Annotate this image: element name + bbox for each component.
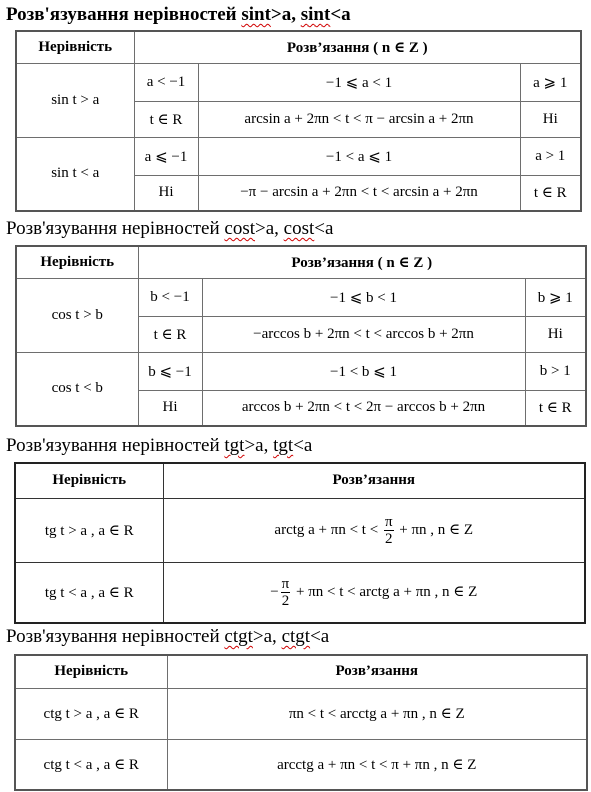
cond-cell: −1 < b ⩽ 1 xyxy=(202,352,525,390)
solution-cell: −arccos b + 2πn < t < arccos b + 2πn xyxy=(202,316,525,352)
heading-fn: sint xyxy=(300,4,331,25)
heading-tg xyxy=(6,435,312,457)
fraction-denominator: 2 xyxy=(281,592,290,609)
heading-ctg xyxy=(6,626,329,648)
cond-cell: b ⩾ 1 xyxy=(525,278,586,316)
solution-cell: arcsin a + 2πn < t < π − arcsin a + 2πn xyxy=(198,101,520,137)
cond-cell: a ⩾ 1 xyxy=(520,63,581,101)
heading-fn: tgt xyxy=(224,435,245,456)
ineq-cos-lt: cos t < b xyxy=(16,352,138,426)
solution-cell xyxy=(163,498,585,562)
solution-cell xyxy=(163,562,585,623)
heading-text: <a xyxy=(330,4,351,25)
formula-part: − xyxy=(270,583,279,600)
solution-cell: arcctg a + πn < t < π + πn , n ∈ Z xyxy=(167,739,587,790)
heading-sin xyxy=(6,4,351,26)
cond-cell: −1 ⩽ b < 1 xyxy=(202,278,525,316)
heading-text: Розв'язування нерівностей xyxy=(6,626,225,647)
heading-text: >a, xyxy=(244,435,274,456)
tg-table xyxy=(14,462,586,624)
cond-cell: a ⩽ −1 xyxy=(134,137,198,175)
fraction xyxy=(281,576,291,609)
header-inequality: Нерівність xyxy=(16,246,138,278)
solution-cell: Ні xyxy=(138,390,202,426)
cos-table xyxy=(15,245,587,427)
ineq-tg-lt: tg t < a , a ∈ R xyxy=(15,562,163,623)
solution-cell: t ∈ R xyxy=(520,175,581,211)
solution-cell: Ні xyxy=(134,175,198,211)
solution-cell: Ні xyxy=(525,316,586,352)
header-inequality: Нерівність xyxy=(15,655,167,688)
heading-fn: ctgt xyxy=(224,626,253,647)
header-inequality: Нерівність xyxy=(16,31,134,63)
ineq-sin-lt: sin t < a xyxy=(16,137,134,211)
heading-fn: cost xyxy=(224,218,256,239)
formula-part: + πn , n ∈ Z xyxy=(399,521,474,538)
heading-text: Розв'язування нерівностей xyxy=(6,4,242,25)
cond-cell: a < −1 xyxy=(134,63,198,101)
formula-part: arctg a + πn < t < xyxy=(274,521,379,538)
cond-cell: b < −1 xyxy=(138,278,202,316)
heading-cos xyxy=(6,218,333,240)
solution-cell: t ∈ R xyxy=(134,101,198,137)
solution-cell: πn < t < arcctg a + πn , n ∈ Z xyxy=(167,688,587,739)
solution-cell: t ∈ R xyxy=(525,390,586,426)
ineq-tg-gt: tg t > a , a ∈ R xyxy=(15,498,163,562)
heading-text: >a, xyxy=(255,218,284,239)
ineq-cos-gt: cos t > b xyxy=(16,278,138,352)
ctg-table xyxy=(14,654,588,791)
fraction-numerator: π xyxy=(281,575,290,592)
cond-cell: a > 1 xyxy=(520,137,581,175)
header-solution: Розв’язання ( n ∈ Z ) xyxy=(134,31,581,63)
solution-cell: Ні xyxy=(520,101,581,137)
heading-text: <a xyxy=(310,626,330,647)
header-inequality: Нерівність xyxy=(15,463,163,498)
header-solution: Розв’язання xyxy=(167,655,587,688)
ineq-ctg-lt: ctg t < a , a ∈ R xyxy=(15,739,167,790)
cond-cell: −1 < a ⩽ 1 xyxy=(198,137,520,175)
solution-cell: arccos b + 2πn < t < 2π − arccos b + 2πn xyxy=(202,390,525,426)
ineq-sin-gt: sin t > a xyxy=(16,63,134,137)
heading-fn: sint xyxy=(241,4,271,25)
solution-cell: t ∈ R xyxy=(138,316,202,352)
heading-text: <a xyxy=(293,435,313,456)
ineq-ctg-gt: ctg t > a , a ∈ R xyxy=(15,688,167,739)
solution-cell: −π − arcsin a + 2πn < t < arcsin a + 2πn xyxy=(198,175,520,211)
heading-text: >a, xyxy=(252,626,282,647)
heading-text: <a xyxy=(314,218,334,239)
formula-part: + πn < t < arctg a + πn , n ∈ Z xyxy=(295,583,478,600)
heading-text: Розв'язування нерівностей xyxy=(6,218,225,239)
cond-cell: b > 1 xyxy=(525,352,586,390)
heading-text: Розв'язування нерівностей xyxy=(6,435,225,456)
fraction-numerator: π xyxy=(384,513,393,530)
heading-text: >a, xyxy=(270,4,301,25)
header-solution: Розв’язання ( n ∈ Z ) xyxy=(138,246,586,278)
heading-fn: tgt xyxy=(273,435,294,456)
fraction xyxy=(384,514,394,547)
heading-fn: ctgt xyxy=(281,626,311,647)
fraction-denominator: 2 xyxy=(384,530,393,547)
cond-cell: −1 ⩽ a < 1 xyxy=(198,63,520,101)
sin-table xyxy=(15,30,582,212)
cond-cell: b ⩽ −1 xyxy=(138,352,202,390)
header-solution: Розв’язання xyxy=(163,463,585,498)
heading-fn: cost xyxy=(283,218,315,239)
